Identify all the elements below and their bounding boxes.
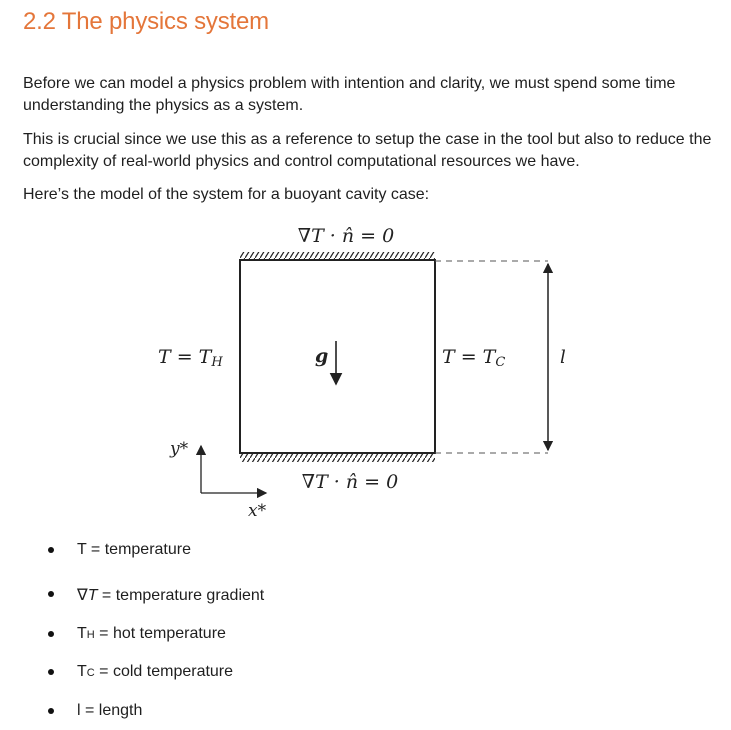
symbol: ∇T — [77, 587, 98, 604]
bullet-dot — [48, 547, 54, 553]
top-wall-hatch — [240, 252, 435, 260]
bullet-dot — [48, 631, 54, 637]
symbol: l — [77, 702, 81, 719]
bullet-dot — [48, 591, 54, 597]
symbol: T — [77, 625, 87, 642]
left-boundary-condition: T = TH — [158, 346, 223, 370]
definition: = length — [80, 702, 143, 719]
buoyant-cavity-diagram — [130, 218, 580, 528]
right-boundary-condition: T = TC — [442, 346, 506, 370]
diagram-caption: Here’s the model of the system for a buoyant cavity case: — [23, 186, 430, 203]
rationale-paragraph: This is crucial since we use this as a reference to setup the case in the tool but also to reduce the complexity of real-world physics and control computational resources we have. — [23, 131, 712, 170]
definition: = hot temperature — [94, 625, 226, 642]
symbol-subscript: C — [86, 667, 95, 679]
cavity-box — [240, 260, 435, 453]
top-boundary-condition: ∇T · n̂ = 0 — [297, 225, 395, 247]
x-axis-label: x* — [248, 501, 267, 521]
length-label: l — [560, 347, 566, 368]
symbol: T — [77, 541, 87, 558]
gravity-label: g — [315, 345, 329, 367]
symbol: T — [77, 663, 87, 680]
definition: = cold temperature — [94, 663, 234, 680]
y-axis-label: y* — [170, 439, 189, 459]
symbol-subscript: H — [86, 629, 95, 641]
bottom-wall-hatch — [240, 454, 435, 462]
definition: = temperature — [86, 541, 191, 558]
page-title: 2.2 The physics system — [23, 8, 269, 35]
intro-paragraph: Before we can model a physics problem with intention and clarity, we must spend some time understanding the physics as a system. — [23, 75, 676, 114]
definition: = temperature gradient — [97, 587, 265, 604]
bullet-dot — [48, 708, 54, 714]
bottom-boundary-condition: ∇T · n̂ = 0 — [301, 471, 399, 493]
bullet-dot — [48, 669, 54, 675]
